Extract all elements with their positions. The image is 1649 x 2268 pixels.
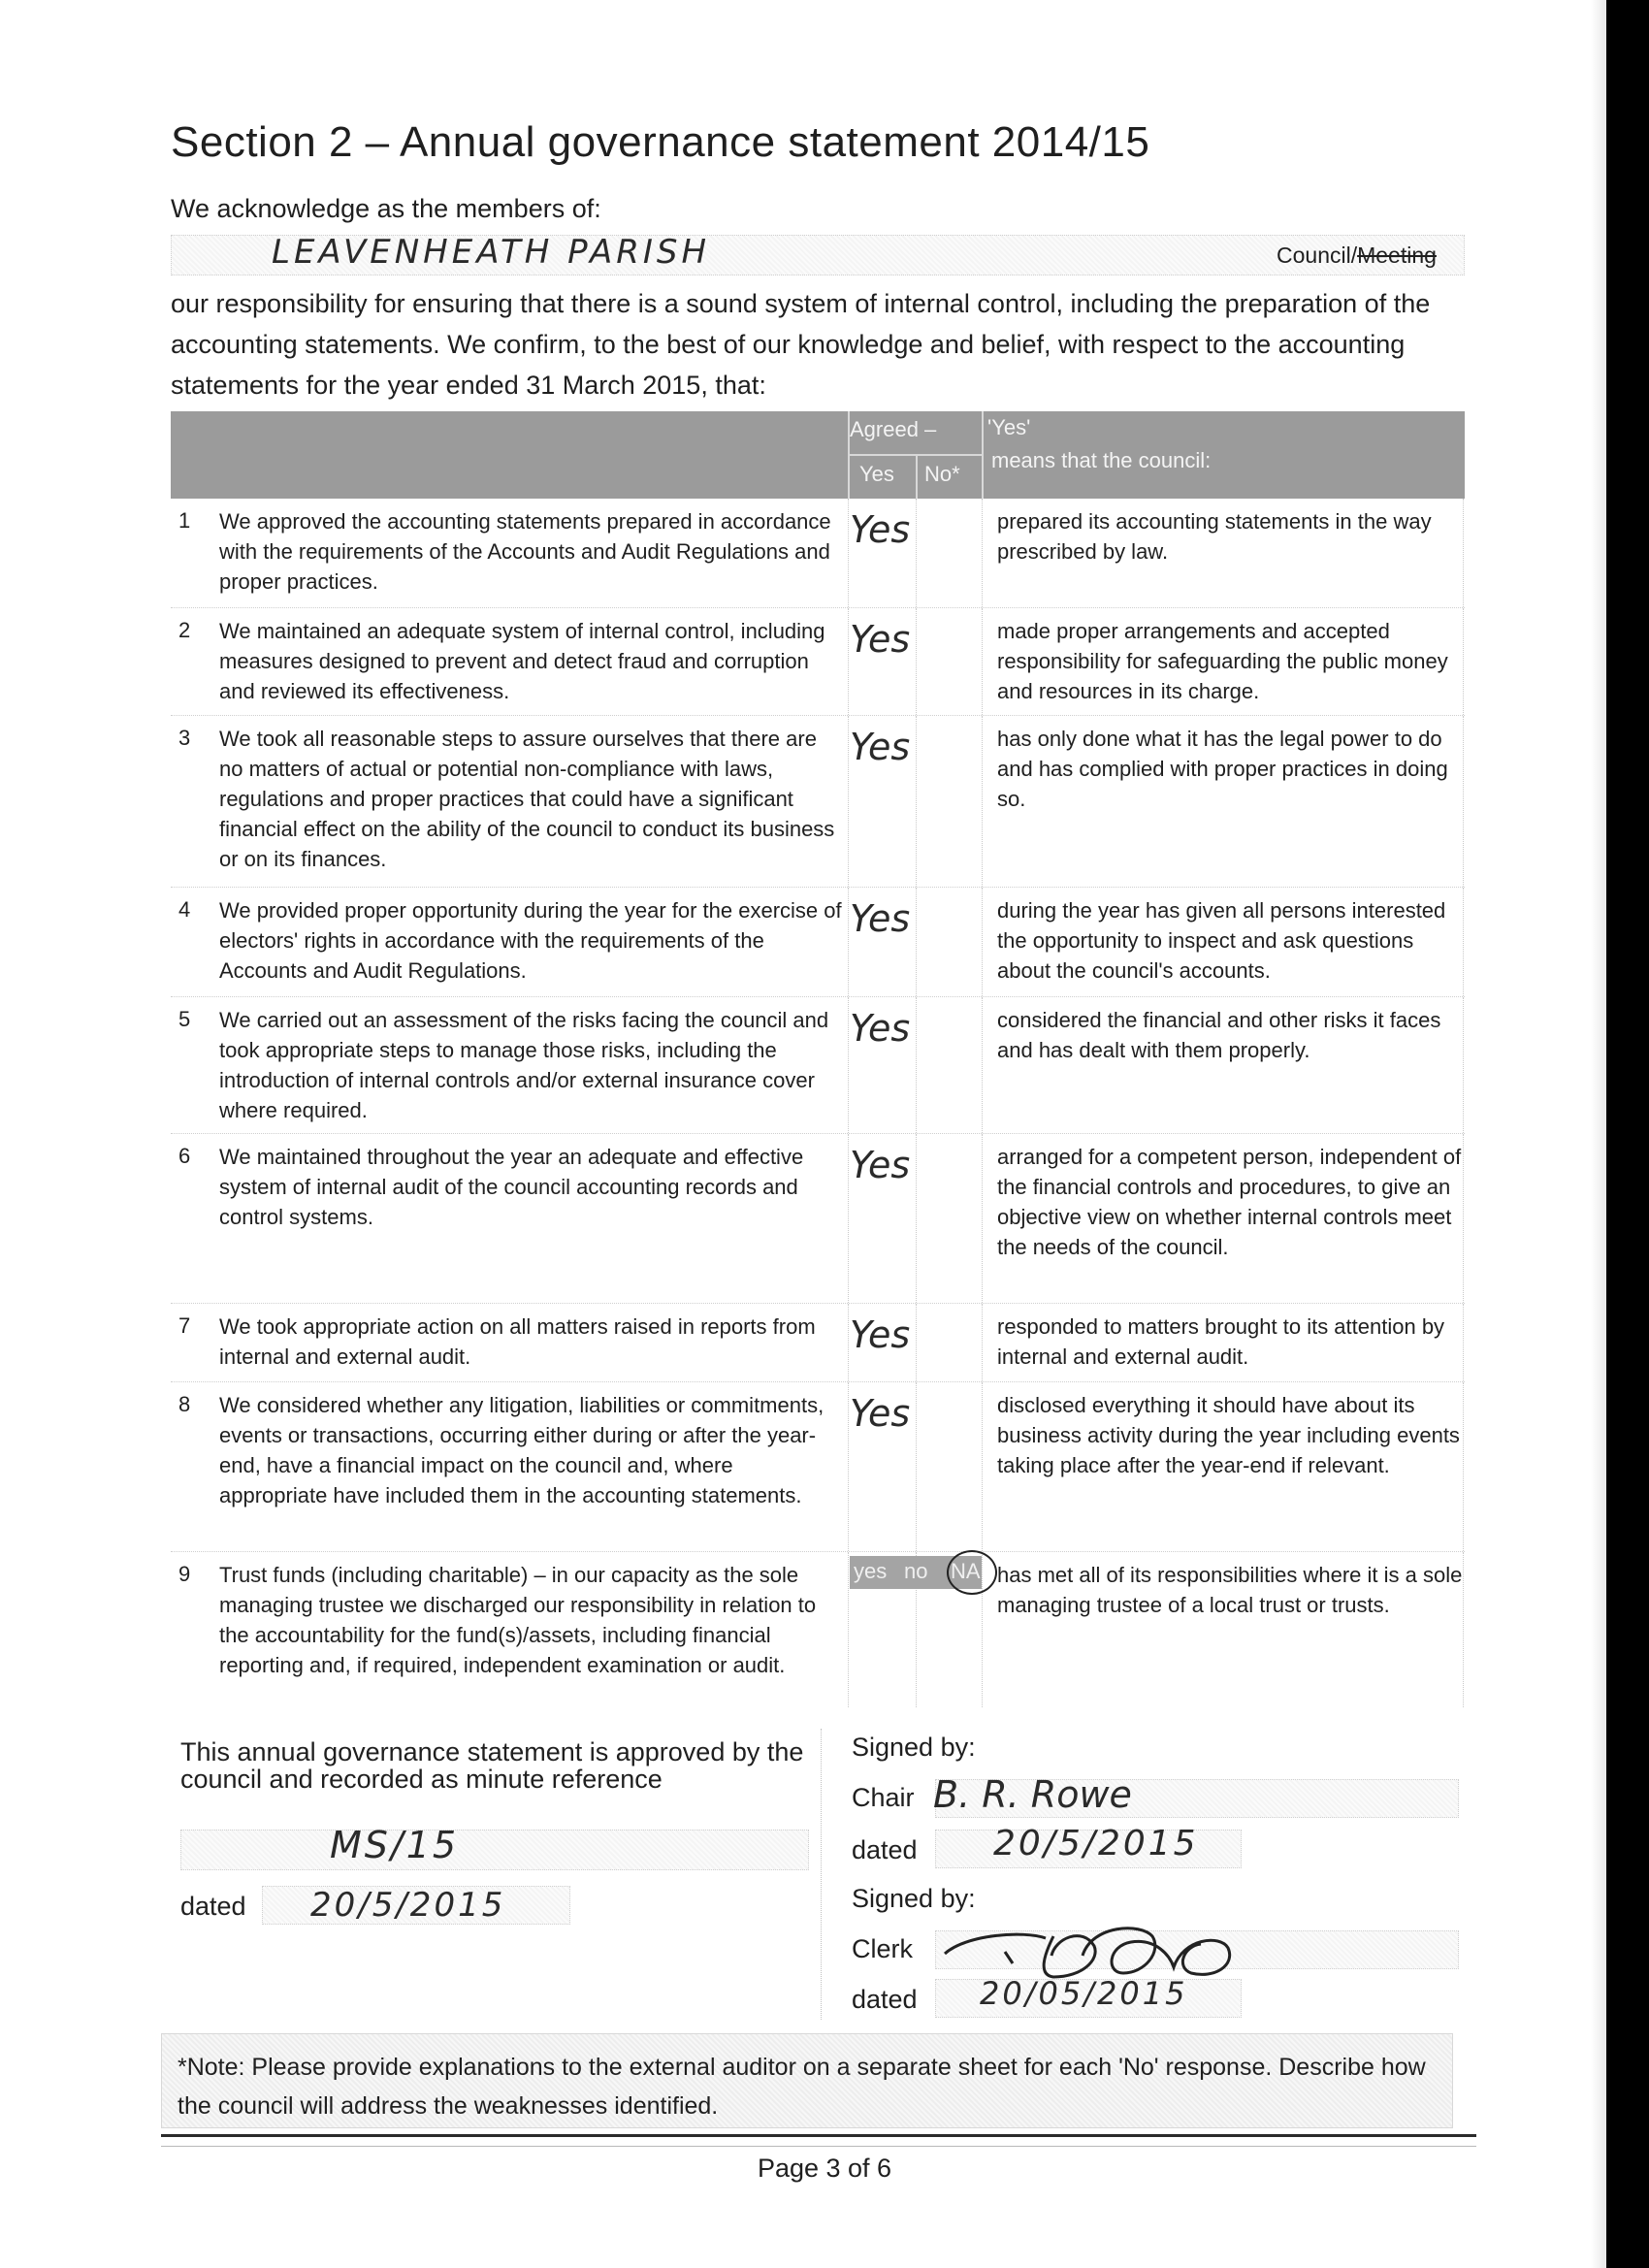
table-row: [171, 1134, 1465, 1304]
signed-by-label: Signed by:: [852, 1884, 976, 1913]
row-statement: Trust funds (including charitable) – in our capacity as the sole managing trustee we discharged our responsibility in relation to the accountability for the fund(s)/assets, including financial reporting and, if required, independent examination or audit.: [219, 1563, 817, 1677]
na-circle-mark: [947, 1550, 997, 1595]
table-row: [171, 888, 1465, 997]
acknowledge-text: We acknowledge as the members of:: [171, 194, 601, 223]
row-number: 9: [178, 1562, 191, 1586]
intro-paragraph: our responsibility for ensuring that there is a sound system of internal control, including the preparation of the accounting statements. We confirm, to the best of our knowledge and belief, with respect to the accounting statements for the year ended 31 March 2015, that:: [171, 289, 1431, 400]
chair-date: 20/5/2015: [993, 1824, 1199, 1863]
header-yes-quote: 'Yes': [987, 415, 1031, 439]
row-meaning: responded to matters brought to its attention by internal and external audit.: [997, 1314, 1445, 1369]
row-number: 8: [178, 1392, 191, 1416]
row-answer: Yes: [850, 618, 911, 661]
row-answer: Yes: [850, 508, 911, 551]
row-meaning: considered the financial and other risks it faces and has dealt with them properly.: [997, 1008, 1441, 1062]
row-number: 3: [178, 726, 191, 750]
header-agreed: Agreed –: [850, 417, 937, 441]
row-meaning: disclosed everything it should have about its business activity during the year including events taking place after the year-end if relevant.: [997, 1393, 1460, 1477]
clerk-date: 20/05/2015: [980, 1975, 1188, 2012]
row-statement: We considered whether any litigation, liabilities or commitments, events or transactions, occurring either during or after the year-end, have a financial impact on the council and, where appropriate have included them in the accounting statements.: [219, 1393, 824, 1507]
row-answer: Yes: [850, 1392, 911, 1435]
clerk-dated-label: dated: [852, 1985, 918, 2014]
row-number: 5: [178, 1007, 191, 1031]
header-means: means that the council:: [991, 448, 1212, 472]
table-row: [171, 1382, 1465, 1552]
table-row: [171, 997, 1465, 1134]
header-no: No*: [924, 462, 960, 486]
row-answer: Yes: [850, 897, 911, 940]
row-statement: We carried out an assessment of the risks facing the council and took appropriate steps to manage those risks, including the introduction of internal controls and/or external insurance cover where required.: [219, 1008, 829, 1122]
trust-fund-options: [850, 1556, 982, 1589]
scan-shade: [1591, 0, 1606, 2268]
approval-dated-label: dated: [180, 1892, 246, 1921]
row-answer: Yes: [850, 1144, 911, 1186]
chair-dated-label: dated: [852, 1835, 918, 1864]
row-meaning: made proper arrangements and accepted responsibility for safeguarding the public money and resources in its charge.: [997, 619, 1448, 703]
row-answer: Yes: [850, 726, 911, 768]
footer-rule: [161, 2134, 1476, 2137]
trust-fund-yes: yes: [854, 1559, 888, 1583]
signature-divider: [821, 1729, 823, 2020]
row-statement: We approved the accounting statements prepared in accordance with the requirements of the Accounts and Audit Regulations and proper practices.: [219, 509, 831, 594]
council-name: LEAVENHEATH PARISH: [272, 233, 711, 272]
page-number: Page 3 of 6: [757, 2154, 892, 2183]
footer-rule-thin: [161, 2146, 1476, 2147]
row-statement: We maintained an adequate system of internal control, including measures designed to prevent and detect fraud and corruption and reviewed its effectiveness.: [219, 619, 825, 703]
governance-table: [171, 411, 1465, 1707]
council-label-text: Council/: [1277, 243, 1358, 268]
row-meaning: has met all of its responsibilities where it is a sole managing trustee of a local trust or trusts.: [997, 1563, 1463, 1617]
row-number: 2: [178, 618, 191, 642]
table-row: [171, 608, 1465, 716]
note-text: *Note: Please provide explanations to the external auditor on a separate sheet for each 'No' response. Describe how the council will address the weaknesses identified.: [178, 2054, 1426, 2120]
table-row: [171, 716, 1465, 888]
clerk-label: Clerk: [852, 1934, 914, 1963]
row-statement: We took all reasonable steps to assure ourselves that there are no matters of actual or potential non-compliance with laws, regulations and proper practices that could have a significant financial effect on the ability of the council to conduct its business or on its finances.: [219, 727, 835, 871]
row-answer: Yes: [850, 1313, 911, 1356]
header-yes: Yes: [859, 462, 894, 486]
row-number: 4: [178, 897, 191, 922]
trust-fund-no: no: [904, 1559, 928, 1583]
minute-ref-box: [180, 1830, 809, 1870]
row-meaning: has only done what it has the legal power to do and has complied with proper practices in doing so.: [997, 727, 1448, 811]
row-number: 1: [178, 508, 191, 533]
row-meaning: arranged for a competent person, independent of the financial controls and procedures, to give an objective view on whether internal controls meet the needs of the council.: [997, 1145, 1462, 1259]
note-box: [161, 2033, 1453, 2128]
row-statement: We took appropriate action on all matters raised in reports from internal and external audit.: [219, 1314, 816, 1369]
row-number: 7: [178, 1313, 191, 1338]
signed-by-label: Signed by:: [852, 1733, 976, 1762]
approval-date: 20/5/2015: [310, 1886, 506, 1925]
council-meeting-label: [1277, 243, 1437, 269]
row-statement: We maintained throughout the year an adequate and effective system of internal audit of the council accounting records and control systems.: [219, 1145, 804, 1229]
table-header: [171, 411, 1465, 499]
meeting-struck-text: Meeting: [1357, 243, 1437, 268]
page-title: Section 2 – Annual governance statement 2014/15: [171, 118, 1150, 166]
chair-signature: B. R. Rowe: [933, 1773, 1132, 1816]
row-meaning: prepared its accounting statements in the way prescribed by law.: [997, 509, 1432, 564]
table-row: [171, 1552, 1465, 1707]
scan-edge: [1606, 0, 1649, 2268]
table-row: [171, 499, 1465, 608]
row-answer: Yes: [850, 1007, 911, 1050]
approval-text: This annual governance statement is approved by the council and recorded as minute reference: [180, 1737, 804, 1794]
row-statement: We provided proper opportunity during the year for the exercise of electors' rights in accordance with the requirements of the Accounts and Audit Regulations.: [219, 898, 842, 983]
table-row: [171, 1304, 1465, 1382]
minute-reference: MS/15: [330, 1824, 460, 1866]
chair-label: Chair: [852, 1783, 915, 1812]
row-meaning: during the year has given all persons interested the opportunity to inspect and ask questions about the council's accounts.: [997, 898, 1446, 983]
trust-fund-na: NA: [951, 1559, 981, 1583]
row-number: 6: [178, 1144, 191, 1168]
